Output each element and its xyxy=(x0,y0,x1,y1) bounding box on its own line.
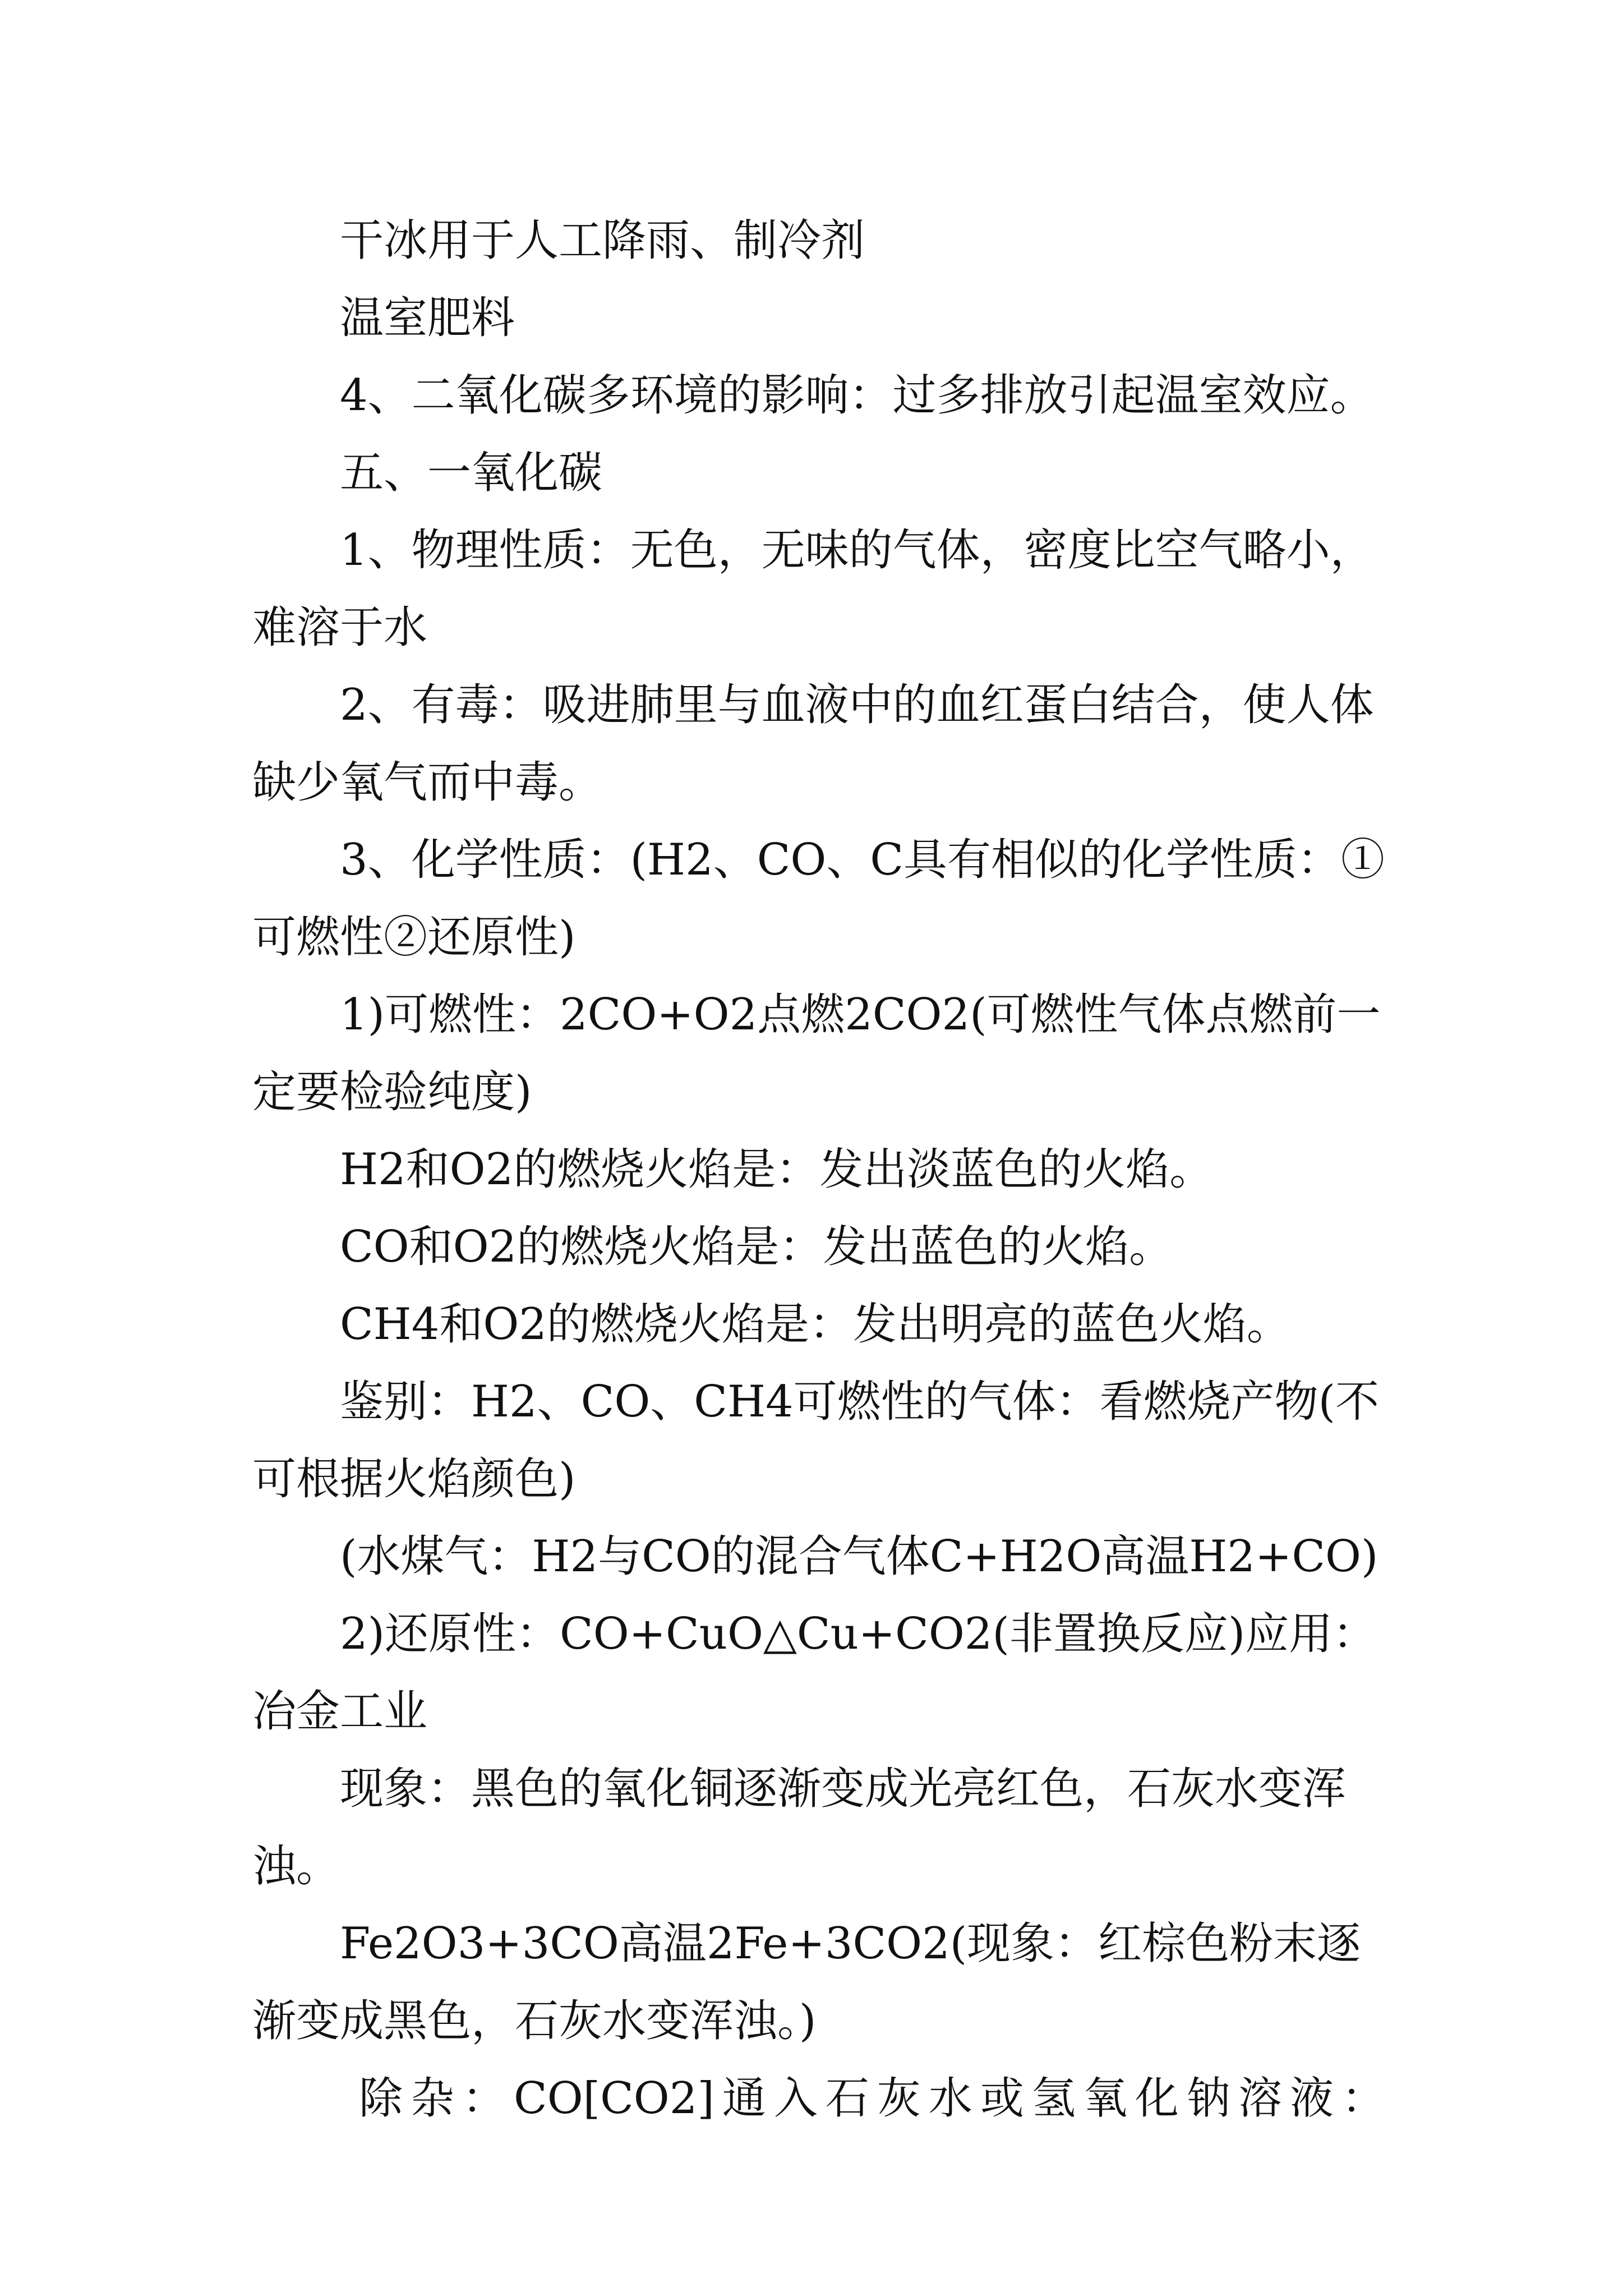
paragraph-water-gas: (水煤气：H2与CO的混合气体C+H2O高温H2+CO) xyxy=(340,1531,1378,1582)
paragraph-iron-oxide-reaction: Fe2O3+3CO高温2Fe+3CO2(现象：红棕色粉末逐渐变成黑色，石灰水变浑浊。) xyxy=(252,1918,1361,2046)
paragraph-greenhouse-fertilizer: 温室肥料 xyxy=(340,293,515,343)
paragraph-identification: 鉴别：H2、CO、CH4可燃性的气体：看燃烧产物(不可根据火焰颜色) xyxy=(252,1377,1380,1504)
paragraph-h2-flame: H2和O2的燃烧火焰是：发出淡蓝色的火焰。 xyxy=(340,1144,1214,1195)
paragraph-impurity-removal: 除杂：CO[CO2]通入石灰水或氢氧化钠溶液： xyxy=(359,2073,1385,2124)
paragraph-combustibility: 1)可燃性：2CO+O2点燃2CO2(可燃性气体点燃前一定要检验纯度) xyxy=(252,990,1381,1117)
paragraph-dry-ice: 干冰用于人工降雨、制冷剂 xyxy=(340,215,865,266)
paragraph-chemical-properties: 3、化学性质：(H2、CO、C具有相似的化学性质：①可燃性②还原性) xyxy=(252,835,1385,963)
section-heading-carbon-monoxide: 五、一氧化碳 xyxy=(340,448,603,498)
document-body xyxy=(252,202,1385,2137)
paragraph-phenomenon: 现象：黑色的氧化铜逐渐变成光亮红色，石灰水变浑浊。 xyxy=(252,1764,1347,1892)
paragraph-co2-environment: 4、二氧化碳多环境的影响：过多排放引起温室效应。 xyxy=(340,370,1374,421)
paragraph-reducibility: 2)还原性：CO+CuO△Cu+CO2(非置换反应)应用：冶金工业 xyxy=(252,1609,1377,1737)
paragraph-toxicity: 2、有毒：吸进肺里与血液中的血红蛋白结合，使人体缺少氧气而中毒。 xyxy=(252,680,1374,808)
paragraph-physical-properties: 1、物理性质：无色，无味的气体，密度比空气略小，难溶于水 xyxy=(252,525,1374,653)
paragraph-co-flame: CO和O2的燃烧火焰是：发出蓝色的火焰。 xyxy=(340,1222,1173,1272)
paragraph-ch4-flame: CH4和O2的燃烧火焰是：发出明亮的蓝色火焰。 xyxy=(340,1299,1290,1350)
